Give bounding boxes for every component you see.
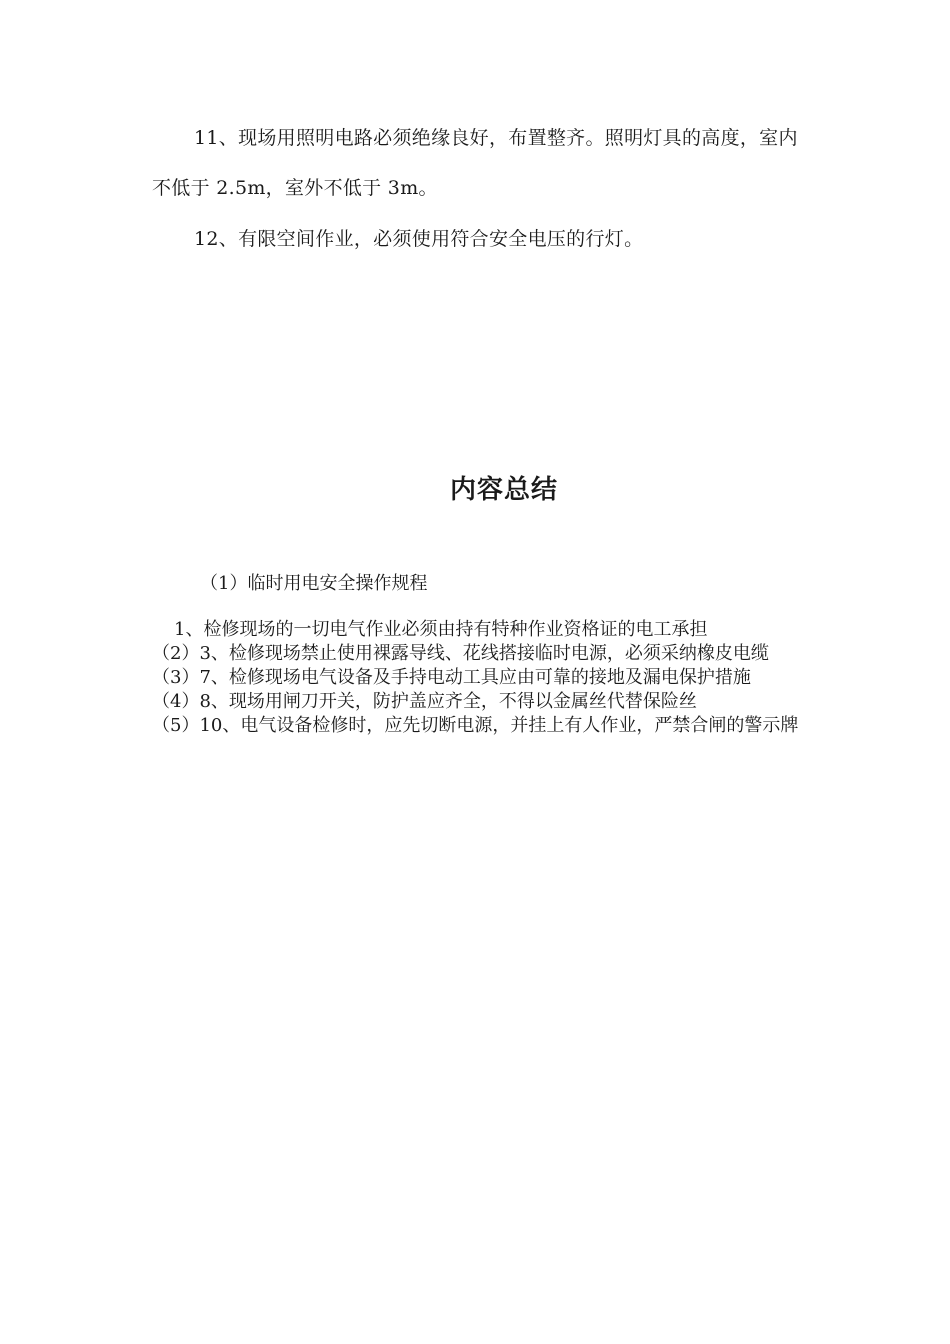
summary-item: （2）3、检修现场禁止使用裸露导线、花线搭接临时电源，必须采纳橡皮电缆 — [152, 643, 769, 664]
paragraph-11: 11、现场用照明电路必须绝缘良好，布置整齐。照明灯具的高度，室内不低于 2.5m，室外不低于 3m。 — [152, 127, 798, 199]
summary-list — [152, 618, 802, 738]
summary-title: 内容总结 — [449, 475, 558, 505]
summary-item: （4）8、现场用闸刀开关，防护盖应齐全，不得以金属丝代替保险丝 — [152, 691, 697, 712]
summary-item: 1、检修现场的一切电气作业必须由持有特种作业资格证的电工承担 — [174, 619, 708, 640]
summary-heading: （1）临时用电安全操作规程 — [200, 573, 428, 594]
paragraph-12: 12、有限空间作业，必须使用符合安全电压的行灯。 — [194, 228, 644, 250]
summary-item: （3）7、检修现场电气设备及手持电动工具应由可靠的接地及漏电保护措施 — [152, 667, 751, 688]
summary-item: （5）10、电气设备检修时，应先切断电源，并挂上有人作业，严禁合闸的警示牌 — [152, 715, 799, 736]
